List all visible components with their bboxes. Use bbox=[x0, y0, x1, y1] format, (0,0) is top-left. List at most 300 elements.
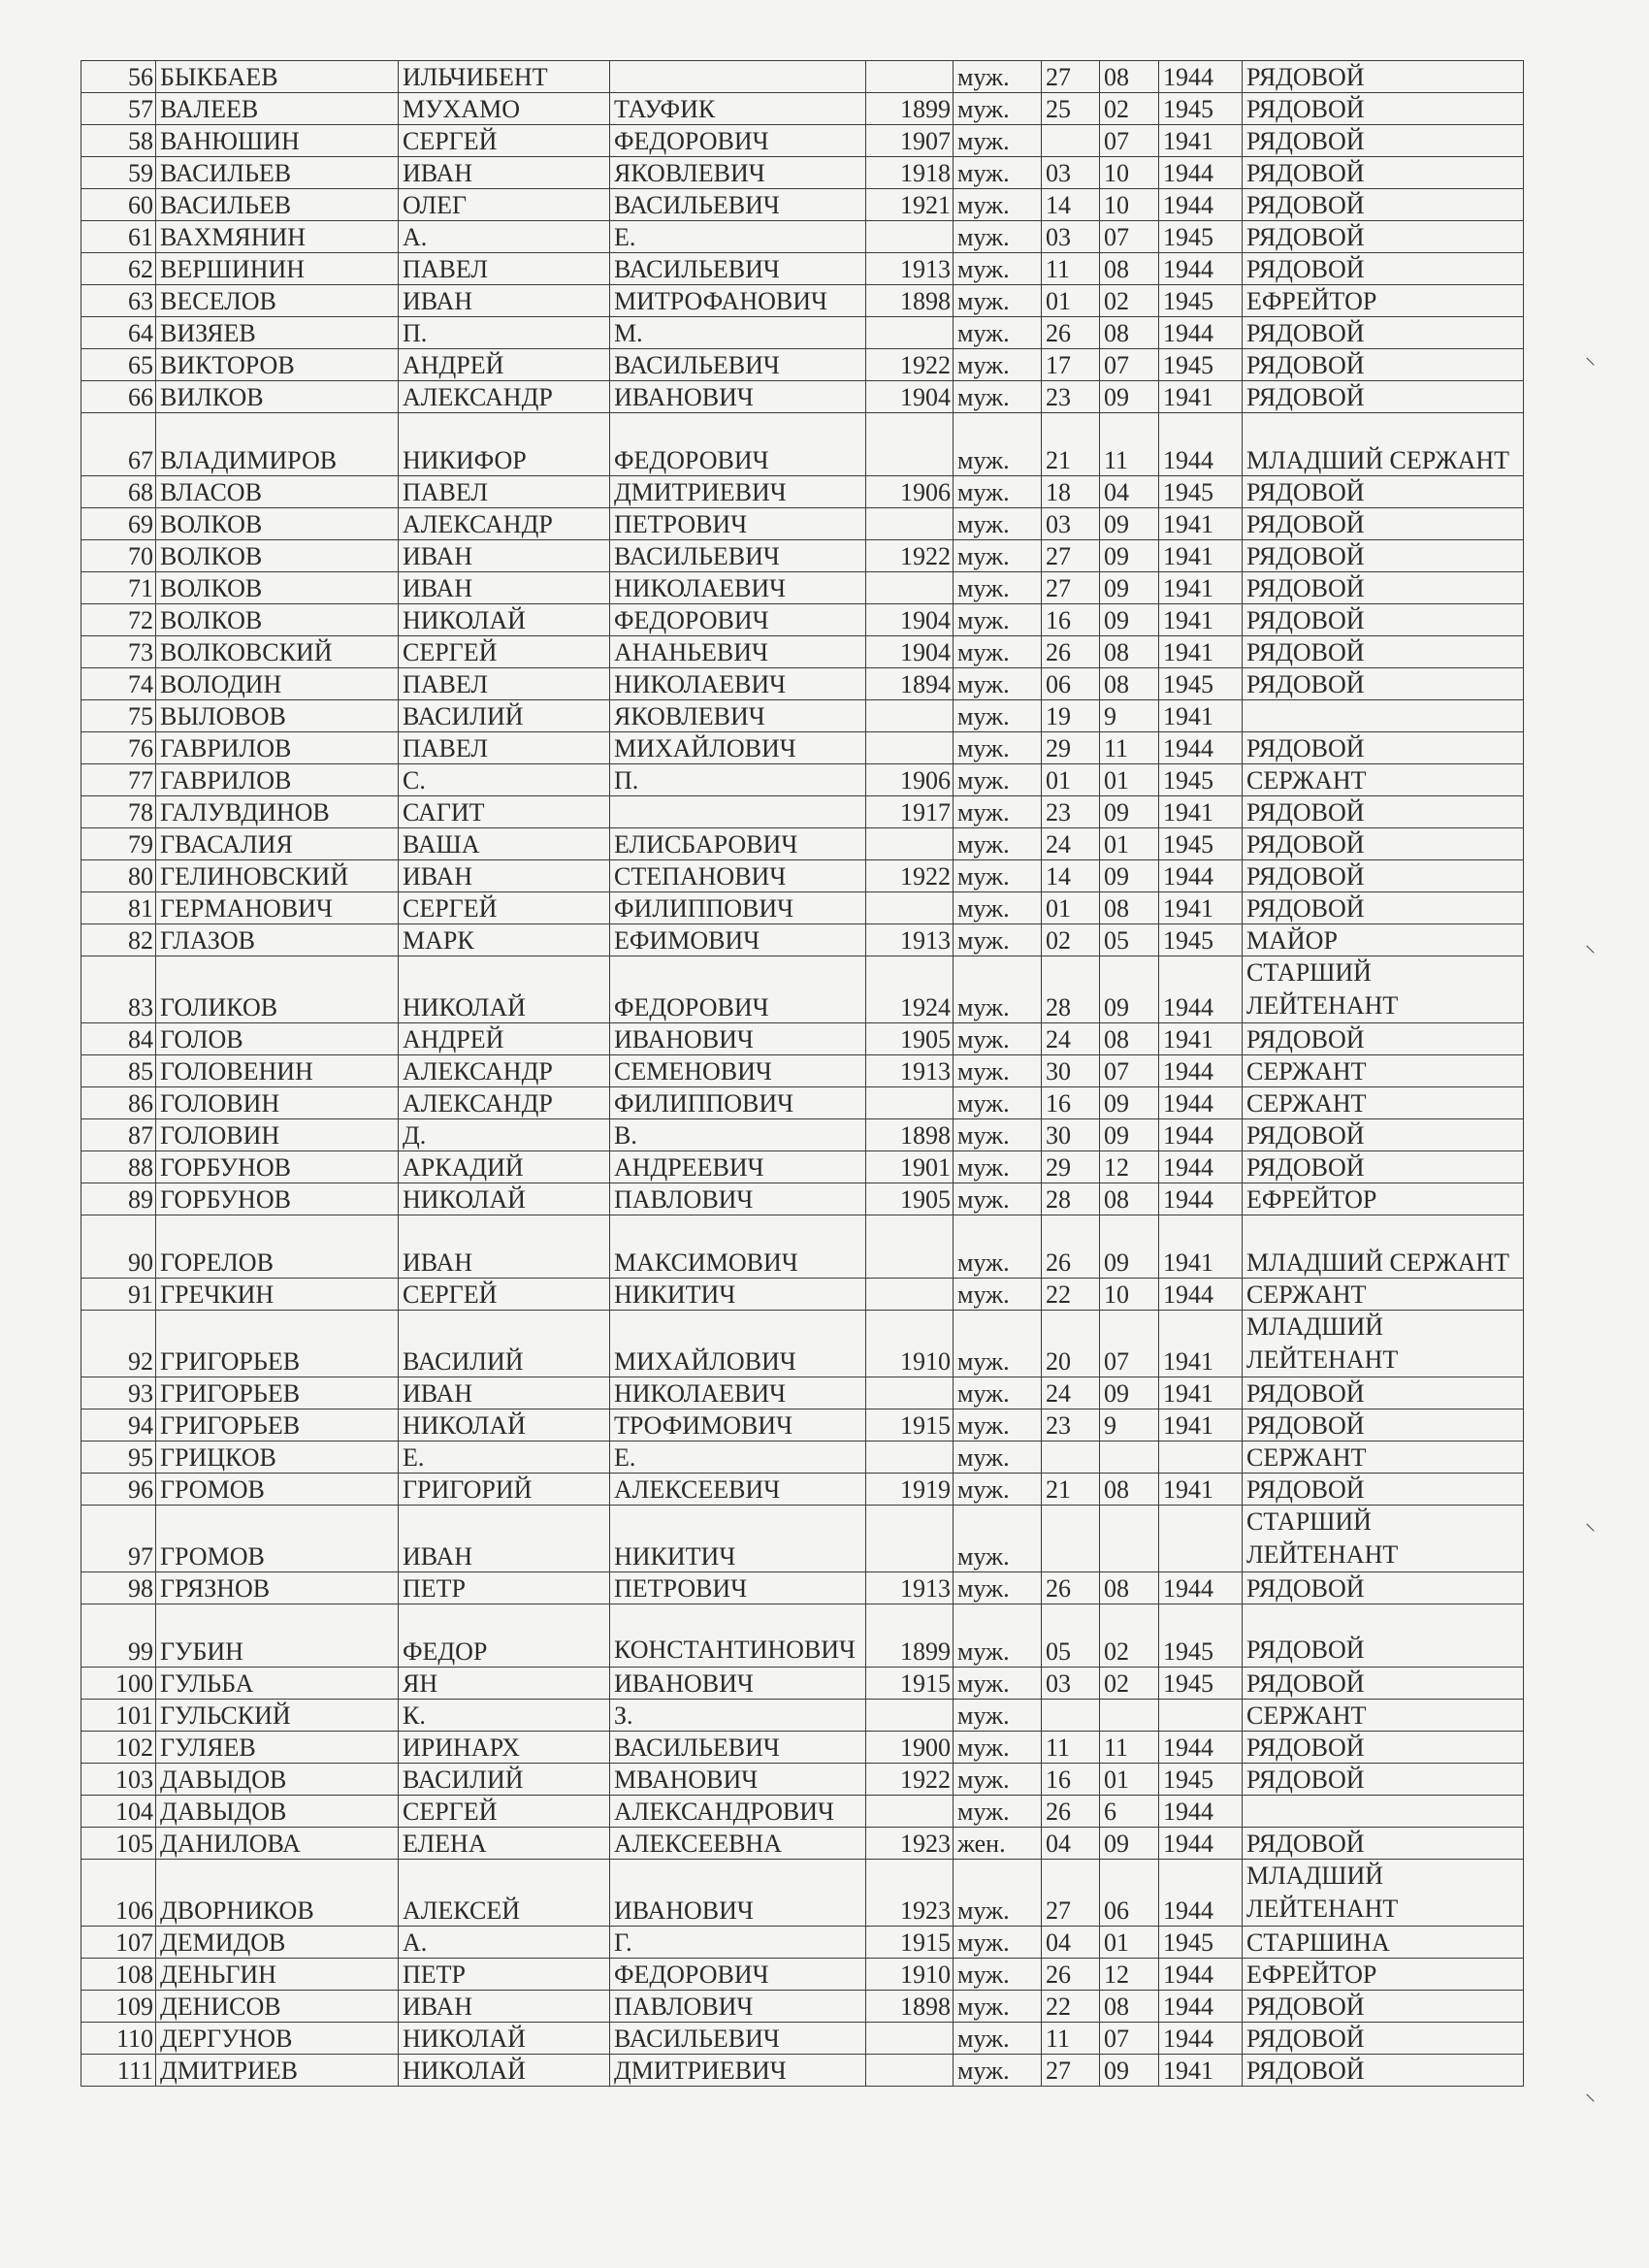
cell-first-name: ЕЛЕНА bbox=[399, 1828, 610, 1860]
table-row bbox=[81, 1442, 1524, 1474]
table-row bbox=[81, 1959, 1524, 1991]
cell-death-month: 08 bbox=[1100, 61, 1159, 93]
cell-death-month: 09 bbox=[1100, 540, 1159, 572]
cell-death-year: 1944 bbox=[1159, 189, 1243, 221]
cell-rank: СЕРЖАНТ bbox=[1243, 764, 1524, 796]
cell-rank: МЛАДШИЙ ЛЕЙТЕНАНТ bbox=[1243, 1311, 1524, 1377]
cell-patronymic: ЯКОВЛЕВИЧ bbox=[610, 700, 866, 732]
cell-first-name: ИВАН bbox=[399, 572, 610, 604]
cell-patronymic: МИХАЙЛОВИЧ bbox=[610, 732, 866, 764]
cell-death-month: 10 bbox=[1100, 189, 1159, 221]
cell-birth-year: 1894 bbox=[866, 668, 954, 700]
cell-patronymic: НИКИТИЧ bbox=[610, 1506, 866, 1572]
cell-patronymic: АЛЕКСАНДРОВИЧ bbox=[610, 1796, 866, 1828]
cell-last-name: ВЕРШИНИН bbox=[156, 253, 399, 285]
cell-death-day: 27 bbox=[1042, 61, 1100, 93]
table-row bbox=[81, 1377, 1524, 1409]
cell-death-year: 1945 bbox=[1159, 476, 1243, 508]
cell-birth-year bbox=[866, 700, 954, 732]
cell-patronymic: ПЕТРОВИЧ bbox=[610, 1572, 866, 1604]
cell-row-number: 87 bbox=[81, 1119, 156, 1151]
cell-death-year: 1944 bbox=[1159, 956, 1243, 1023]
cell-last-name: ГРИЦКОВ bbox=[156, 1442, 399, 1474]
cell-rank: РЯДОВОЙ bbox=[1243, 2023, 1524, 2055]
cell-death-year: 1941 bbox=[1159, 892, 1243, 924]
table-row bbox=[81, 1700, 1524, 1732]
table-row bbox=[81, 1796, 1524, 1828]
cell-rank: ЕФРЕЙТОР bbox=[1243, 285, 1524, 317]
cell-first-name: СЕРГЕЙ bbox=[399, 636, 610, 668]
cell-row-number: 82 bbox=[81, 924, 156, 956]
cell-rank: РЯДОВОЙ bbox=[1243, 1119, 1524, 1151]
cell-death-month: 09 bbox=[1100, 572, 1159, 604]
cell-sex: муж. bbox=[954, 2055, 1042, 2087]
cell-birth-year: 1919 bbox=[866, 1474, 954, 1506]
cell-last-name: ГУЛЬБА bbox=[156, 1668, 399, 1700]
cell-patronymic: ВАСИЛЬЕВИЧ bbox=[610, 349, 866, 381]
table-row bbox=[81, 1279, 1524, 1311]
cell-sex: муж. bbox=[954, 1927, 1042, 1959]
cell-first-name: ИВАН bbox=[399, 1506, 610, 1572]
cell-death-month: 09 bbox=[1100, 956, 1159, 1023]
cell-rank: СТАРШИНА bbox=[1243, 1927, 1524, 1959]
cell-first-name: ИВАН bbox=[399, 860, 610, 892]
cell-sex: жен. bbox=[954, 1828, 1042, 1860]
cell-first-name: ПАВЕЛ bbox=[399, 476, 610, 508]
table-row bbox=[81, 828, 1524, 860]
cell-patronymic: Е. bbox=[610, 1442, 866, 1474]
table-row bbox=[81, 1506, 1524, 1572]
cell-rank: РЯДОВОЙ bbox=[1243, 317, 1524, 349]
cell-first-name: НИКИФОР bbox=[399, 413, 610, 476]
cell-first-name: А. bbox=[399, 1927, 610, 1959]
cell-patronymic: НИКИТИЧ bbox=[610, 1279, 866, 1311]
cell-row-number: 60 bbox=[81, 189, 156, 221]
cell-first-name: СЕРГЕЙ bbox=[399, 1279, 610, 1311]
cell-death-month: 08 bbox=[1100, 1572, 1159, 1604]
table-row bbox=[81, 1474, 1524, 1506]
cell-death-year: 1944 bbox=[1159, 253, 1243, 285]
table-row bbox=[81, 1055, 1524, 1087]
cell-patronymic: ТРОФИМОВИЧ bbox=[610, 1409, 866, 1442]
cell-death-month: 02 bbox=[1100, 1604, 1159, 1668]
cell-patronymic: ДМИТРИЕВИЧ bbox=[610, 476, 866, 508]
table-row bbox=[81, 956, 1524, 1023]
cell-death-day: 22 bbox=[1042, 1279, 1100, 1311]
cell-birth-year: 1913 bbox=[866, 924, 954, 956]
cell-sex: муж. bbox=[954, 1474, 1042, 1506]
cell-rank bbox=[1243, 700, 1524, 732]
cell-death-month: 07 bbox=[1100, 349, 1159, 381]
cell-patronymic: МАКСИМОВИЧ bbox=[610, 1215, 866, 1279]
cell-row-number: 71 bbox=[81, 572, 156, 604]
cell-first-name: ИВАН bbox=[399, 540, 610, 572]
cell-death-month: 12 bbox=[1100, 1151, 1159, 1183]
cell-death-year: 1945 bbox=[1159, 764, 1243, 796]
cell-last-name: ГРИГОРЬЕВ bbox=[156, 1311, 399, 1377]
cell-sex: муж. bbox=[954, 1442, 1042, 1474]
cell-sex: муж. bbox=[954, 413, 1042, 476]
cell-first-name: ИРИНАРХ bbox=[399, 1732, 610, 1764]
cell-death-year bbox=[1159, 1442, 1243, 1474]
cell-death-day: 30 bbox=[1042, 1119, 1100, 1151]
table-row bbox=[81, 572, 1524, 604]
cell-row-number: 105 bbox=[81, 1828, 156, 1860]
cell-birth-year: 1904 bbox=[866, 636, 954, 668]
cell-row-number: 61 bbox=[81, 221, 156, 253]
cell-sex: муж. bbox=[954, 1604, 1042, 1668]
cell-death-year: 1941 bbox=[1159, 1215, 1243, 1279]
cell-death-year: 1941 bbox=[1159, 1377, 1243, 1409]
table-row bbox=[81, 764, 1524, 796]
cell-death-day: 29 bbox=[1042, 732, 1100, 764]
cell-sex: муж. bbox=[954, 572, 1042, 604]
cell-sex: муж. bbox=[954, 349, 1042, 381]
cell-last-name: ВОЛКОВ bbox=[156, 508, 399, 540]
cell-row-number: 68 bbox=[81, 476, 156, 508]
table-row bbox=[81, 157, 1524, 189]
table-row bbox=[81, 700, 1524, 732]
cell-sex: муж. bbox=[954, 1023, 1042, 1055]
cell-death-month: 09 bbox=[1100, 1215, 1159, 1279]
cell-first-name: А. bbox=[399, 221, 610, 253]
cell-birth-year: 1922 bbox=[866, 349, 954, 381]
cell-first-name: НИКОЛАЙ bbox=[399, 604, 610, 636]
cell-death-day: 06 bbox=[1042, 668, 1100, 700]
cell-patronymic: НИКОЛАЕВИЧ bbox=[610, 668, 866, 700]
cell-sex: муж. bbox=[954, 253, 1042, 285]
cell-rank: РЯДОВОЙ bbox=[1243, 1732, 1524, 1764]
cell-birth-year bbox=[866, 413, 954, 476]
table-row bbox=[81, 1860, 1524, 1927]
cell-death-month bbox=[1100, 1442, 1159, 1474]
margin-check-mark: ⸜ bbox=[1584, 1511, 1596, 1536]
cell-sex: муж. bbox=[954, 157, 1042, 189]
cell-death-year: 1941 bbox=[1159, 700, 1243, 732]
cell-death-month: 09 bbox=[1100, 508, 1159, 540]
cell-rank: РЯДОВОЙ bbox=[1243, 2055, 1524, 2087]
cell-first-name: ПАВЕЛ bbox=[399, 253, 610, 285]
cell-death-month: 10 bbox=[1100, 1279, 1159, 1311]
cell-death-year: 1944 bbox=[1159, 61, 1243, 93]
cell-last-name: ГОЛИКОВ bbox=[156, 956, 399, 1023]
cell-death-day: 11 bbox=[1042, 1732, 1100, 1764]
cell-death-year: 1941 bbox=[1159, 125, 1243, 157]
cell-death-month: 09 bbox=[1100, 1119, 1159, 1151]
cell-first-name: ПАВЕЛ bbox=[399, 668, 610, 700]
cell-death-month: 10 bbox=[1100, 157, 1159, 189]
cell-last-name: ВЕСЕЛОВ bbox=[156, 285, 399, 317]
cell-rank: РЯДОВОЙ bbox=[1243, 796, 1524, 828]
table-row bbox=[81, 1151, 1524, 1183]
cell-sex: муж. bbox=[954, 924, 1042, 956]
cell-patronymic: ПЕТРОВИЧ bbox=[610, 508, 866, 540]
cell-row-number: 75 bbox=[81, 700, 156, 732]
cell-patronymic: СЕМЕНОВИЧ bbox=[610, 1055, 866, 1087]
cell-death-month: 09 bbox=[1100, 1377, 1159, 1409]
cell-patronymic: ВАСИЛЬЕВИЧ bbox=[610, 2023, 866, 2055]
cell-patronymic: ЯКОВЛЕВИЧ bbox=[610, 157, 866, 189]
cell-birth-year bbox=[866, 1506, 954, 1572]
cell-first-name: НИКОЛАЙ bbox=[399, 2055, 610, 2087]
cell-death-year: 1945 bbox=[1159, 924, 1243, 956]
cell-patronymic: Е. bbox=[610, 221, 866, 253]
cell-patronymic: АЛЕКСЕЕВИЧ bbox=[610, 1474, 866, 1506]
cell-death-month: 07 bbox=[1100, 1055, 1159, 1087]
cell-rank: РЯДОВОЙ bbox=[1243, 1668, 1524, 1700]
cell-death-month: 01 bbox=[1100, 1764, 1159, 1796]
cell-patronymic: НИКОЛАЕВИЧ bbox=[610, 1377, 866, 1409]
cell-death-year: 1941 bbox=[1159, 1409, 1243, 1442]
cell-death-year: 1945 bbox=[1159, 349, 1243, 381]
cell-birth-year: 1898 bbox=[866, 1991, 954, 2023]
cell-sex: муж. bbox=[954, 796, 1042, 828]
cell-last-name: ДЕНЬГИН bbox=[156, 1959, 399, 1991]
cell-first-name: НИКОЛАЙ bbox=[399, 956, 610, 1023]
cell-birth-year: 1924 bbox=[866, 956, 954, 1023]
cell-death-day: 23 bbox=[1042, 796, 1100, 828]
cell-row-number: 88 bbox=[81, 1151, 156, 1183]
cell-death-day: 27 bbox=[1042, 572, 1100, 604]
cell-last-name: ГРИГОРЬЕВ bbox=[156, 1409, 399, 1442]
table-row bbox=[81, 1119, 1524, 1151]
cell-last-name: ГОЛОВИН bbox=[156, 1119, 399, 1151]
cell-rank: РЯДОВОЙ bbox=[1243, 125, 1524, 157]
cell-death-day: 03 bbox=[1042, 221, 1100, 253]
table-body bbox=[81, 61, 1524, 2087]
cell-death-year: 1945 bbox=[1159, 828, 1243, 860]
cell-death-day bbox=[1042, 1506, 1100, 1572]
cell-death-year bbox=[1159, 1700, 1243, 1732]
cell-death-year: 1941 bbox=[1159, 1474, 1243, 1506]
cell-death-month: 04 bbox=[1100, 476, 1159, 508]
table-row bbox=[81, 476, 1524, 508]
table-row bbox=[81, 2023, 1524, 2055]
cell-birth-year bbox=[866, 221, 954, 253]
cell-rank: РЯДОВОЙ bbox=[1243, 93, 1524, 125]
cell-death-day: 24 bbox=[1042, 828, 1100, 860]
cell-birth-year bbox=[866, 1279, 954, 1311]
cell-death-year: 1944 bbox=[1159, 1279, 1243, 1311]
cell-last-name: ДАВЫДОВ bbox=[156, 1796, 399, 1828]
cell-row-number: 73 bbox=[81, 636, 156, 668]
cell-death-year: 1944 bbox=[1159, 1183, 1243, 1215]
cell-patronymic: НИКОЛАЕВИЧ bbox=[610, 572, 866, 604]
cell-first-name: АЛЕКСЕЙ bbox=[399, 1860, 610, 1927]
cell-row-number: 90 bbox=[81, 1215, 156, 1279]
cell-death-year: 1944 bbox=[1159, 1860, 1243, 1927]
cell-first-name: Е. bbox=[399, 1442, 610, 1474]
cell-patronymic: ПАВЛОВИЧ bbox=[610, 1183, 866, 1215]
table-row bbox=[81, 221, 1524, 253]
cell-death-day: 28 bbox=[1042, 956, 1100, 1023]
cell-patronymic: ФЕДОРОВИЧ bbox=[610, 413, 866, 476]
cell-death-day: 27 bbox=[1042, 1860, 1100, 1927]
cell-row-number: 85 bbox=[81, 1055, 156, 1087]
cell-row-number: 59 bbox=[81, 157, 156, 189]
cell-first-name: ИВАН bbox=[399, 157, 610, 189]
cell-rank: СЕРЖАНТ bbox=[1243, 1442, 1524, 1474]
cell-first-name: ФЕДОР bbox=[399, 1604, 610, 1668]
cell-last-name: ДЕНИСОВ bbox=[156, 1991, 399, 2023]
cell-death-day: 16 bbox=[1042, 1087, 1100, 1119]
cell-death-month: 08 bbox=[1100, 1474, 1159, 1506]
cell-sex: муж. bbox=[954, 956, 1042, 1023]
cell-first-name: ВАСИЛИЙ bbox=[399, 700, 610, 732]
cell-last-name: ДАНИЛОВА bbox=[156, 1828, 399, 1860]
document-sheet bbox=[81, 60, 1524, 2087]
cell-row-number: 96 bbox=[81, 1474, 156, 1506]
cell-row-number: 66 bbox=[81, 381, 156, 413]
cell-row-number: 62 bbox=[81, 253, 156, 285]
cell-birth-year: 1899 bbox=[866, 1604, 954, 1668]
cell-death-day: 17 bbox=[1042, 349, 1100, 381]
cell-rank: РЯДОВОЙ bbox=[1243, 892, 1524, 924]
cell-death-day: 01 bbox=[1042, 892, 1100, 924]
cell-first-name: К. bbox=[399, 1700, 610, 1732]
cell-last-name: ВАСИЛЬЕВ bbox=[156, 157, 399, 189]
cell-first-name: ПЕТР bbox=[399, 1572, 610, 1604]
cell-death-month: 06 bbox=[1100, 1860, 1159, 1927]
cell-patronymic: ФЕДОРОВИЧ bbox=[610, 1959, 866, 1991]
cell-last-name: ГАВРИЛОВ bbox=[156, 732, 399, 764]
cell-first-name: ИВАН bbox=[399, 1991, 610, 2023]
cell-death-day: 24 bbox=[1042, 1023, 1100, 1055]
cell-death-year: 1944 bbox=[1159, 1796, 1243, 1828]
cell-death-month: 08 bbox=[1100, 1991, 1159, 2023]
cell-patronymic: ФЕДОРОВИЧ bbox=[610, 604, 866, 636]
cell-rank: РЯДОВОЙ bbox=[1243, 1151, 1524, 1183]
cell-row-number: 72 bbox=[81, 604, 156, 636]
table-row bbox=[81, 924, 1524, 956]
cell-death-month: 02 bbox=[1100, 93, 1159, 125]
cell-last-name: ВЫЛОВОВ bbox=[156, 700, 399, 732]
cell-death-month: 11 bbox=[1100, 1732, 1159, 1764]
cell-death-month: 09 bbox=[1100, 2055, 1159, 2087]
cell-death-year: 1945 bbox=[1159, 93, 1243, 125]
cell-last-name: ГЕЛИНОВСКИЙ bbox=[156, 860, 399, 892]
cell-first-name: МУХАМО bbox=[399, 93, 610, 125]
cell-death-day: 03 bbox=[1042, 157, 1100, 189]
cell-first-name: ПАВЕЛ bbox=[399, 732, 610, 764]
cell-rank: РЯДОВОЙ bbox=[1243, 221, 1524, 253]
cell-last-name: ГВАСАЛИЯ bbox=[156, 828, 399, 860]
cell-sex: муж. bbox=[954, 1311, 1042, 1377]
cell-death-day: 26 bbox=[1042, 1796, 1100, 1828]
cell-row-number: 86 bbox=[81, 1087, 156, 1119]
cell-patronymic: М. bbox=[610, 317, 866, 349]
table-row bbox=[81, 860, 1524, 892]
cell-death-year: 1945 bbox=[1159, 285, 1243, 317]
cell-death-year: 1941 bbox=[1159, 508, 1243, 540]
table-row bbox=[81, 285, 1524, 317]
cell-death-day: 26 bbox=[1042, 636, 1100, 668]
cell-first-name: АЛЕКСАНДР bbox=[399, 1087, 610, 1119]
cell-first-name: СЕРГЕЙ bbox=[399, 1796, 610, 1828]
cell-death-year: 1944 bbox=[1159, 1828, 1243, 1860]
casualty-register-table bbox=[81, 60, 1524, 2087]
cell-death-year: 1944 bbox=[1159, 1572, 1243, 1604]
cell-first-name: ОЛЕГ bbox=[399, 189, 610, 221]
table-row bbox=[81, 1991, 1524, 2023]
table-row bbox=[81, 1311, 1524, 1377]
cell-birth-year: 1923 bbox=[866, 1860, 954, 1927]
table-row bbox=[81, 1087, 1524, 1119]
cell-row-number: 95 bbox=[81, 1442, 156, 1474]
cell-death-day: 26 bbox=[1042, 1215, 1100, 1279]
cell-death-year: 1945 bbox=[1159, 1927, 1243, 1959]
cell-last-name: ВИКТОРОВ bbox=[156, 349, 399, 381]
cell-death-year: 1945 bbox=[1159, 1604, 1243, 1668]
cell-death-year: 1941 bbox=[1159, 636, 1243, 668]
cell-sex: муж. bbox=[954, 1087, 1042, 1119]
cell-death-month: 05 bbox=[1100, 924, 1159, 956]
cell-sex: муж. bbox=[954, 668, 1042, 700]
cell-death-year: 1941 bbox=[1159, 540, 1243, 572]
cell-first-name: АЛЕКСАНДР bbox=[399, 1055, 610, 1087]
cell-sex: муж. bbox=[954, 764, 1042, 796]
cell-patronymic: МВАНОВИЧ bbox=[610, 1764, 866, 1796]
cell-birth-year: 1900 bbox=[866, 1732, 954, 1764]
cell-first-name: МАРК bbox=[399, 924, 610, 956]
cell-death-day: 16 bbox=[1042, 604, 1100, 636]
cell-death-month: 9 bbox=[1100, 700, 1159, 732]
cell-row-number: 76 bbox=[81, 732, 156, 764]
cell-death-day: 14 bbox=[1042, 860, 1100, 892]
cell-birth-year bbox=[866, 1442, 954, 1474]
cell-patronymic: ЕФИМОВИЧ bbox=[610, 924, 866, 956]
cell-birth-year: 1913 bbox=[866, 253, 954, 285]
cell-death-day: 21 bbox=[1042, 413, 1100, 476]
cell-last-name: ГРИГОРЬЕВ bbox=[156, 1377, 399, 1409]
cell-row-number: 101 bbox=[81, 1700, 156, 1732]
cell-last-name: ДЕМИДОВ bbox=[156, 1927, 399, 1959]
cell-row-number: 103 bbox=[81, 1764, 156, 1796]
cell-death-year: 1944 bbox=[1159, 1732, 1243, 1764]
cell-rank: РЯДОВОЙ bbox=[1243, 572, 1524, 604]
cell-last-name: ВОЛКОВСКИЙ bbox=[156, 636, 399, 668]
cell-death-month: 02 bbox=[1100, 1668, 1159, 1700]
cell-death-month: 08 bbox=[1100, 1023, 1159, 1055]
cell-birth-year: 1901 bbox=[866, 1151, 954, 1183]
cell-rank: РЯДОВОЙ bbox=[1243, 604, 1524, 636]
cell-last-name: ВОЛКОВ bbox=[156, 604, 399, 636]
cell-birth-year bbox=[866, 732, 954, 764]
cell-last-name: ГУБИН bbox=[156, 1604, 399, 1668]
cell-sex: муж. bbox=[954, 1055, 1042, 1087]
cell-death-year: 1945 bbox=[1159, 1668, 1243, 1700]
cell-row-number: 94 bbox=[81, 1409, 156, 1442]
cell-death-day: 22 bbox=[1042, 1991, 1100, 2023]
cell-death-day: 03 bbox=[1042, 1668, 1100, 1700]
cell-row-number: 57 bbox=[81, 93, 156, 125]
cell-first-name: П. bbox=[399, 317, 610, 349]
cell-last-name: ГАВРИЛОВ bbox=[156, 764, 399, 796]
cell-rank: СЕРЖАНТ bbox=[1243, 1700, 1524, 1732]
cell-patronymic: ФЕДОРОВИЧ bbox=[610, 125, 866, 157]
cell-last-name: ДВОРНИКОВ bbox=[156, 1860, 399, 1927]
cell-sex: муж. bbox=[954, 61, 1042, 93]
cell-death-month: 6 bbox=[1100, 1796, 1159, 1828]
cell-death-day: 25 bbox=[1042, 93, 1100, 125]
cell-death-year: 1944 bbox=[1159, 157, 1243, 189]
cell-rank: РЯДОВОЙ bbox=[1243, 828, 1524, 860]
cell-death-day: 23 bbox=[1042, 1409, 1100, 1442]
cell-death-year: 1944 bbox=[1159, 1959, 1243, 1991]
cell-last-name: ВАСИЛЬЕВ bbox=[156, 189, 399, 221]
cell-death-year: 1945 bbox=[1159, 668, 1243, 700]
cell-sex: муж. bbox=[954, 732, 1042, 764]
